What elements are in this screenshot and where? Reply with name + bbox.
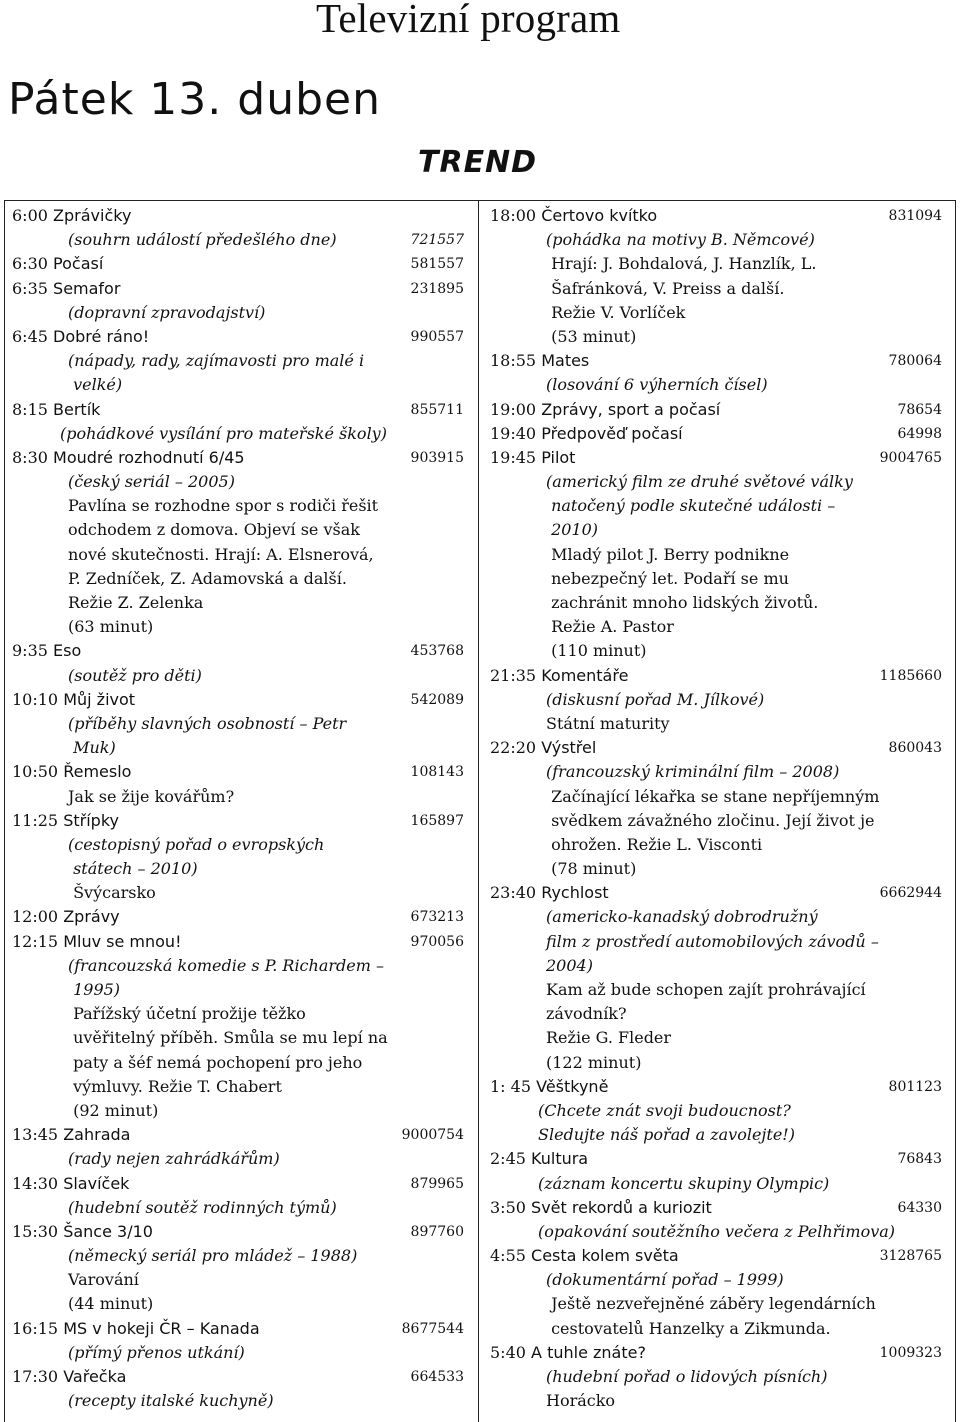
program-description	[490, 277, 942, 301]
program-entry	[12, 1365, 464, 1413]
line-text: (nápady, rady, zajímavosti pro malé i	[68, 351, 365, 371]
program-title: Mates	[541, 351, 590, 371]
program-title: Výstřel	[541, 738, 597, 758]
line-text: Hrají: J. Bohdalová, J. Hanzlík, L.	[546, 254, 817, 274]
program-code: 990557	[410, 328, 464, 345]
program-description	[490, 567, 942, 591]
program-description	[490, 712, 942, 736]
line-text: cestovatelů Hanzelky a Zikmunda.	[546, 1318, 831, 1338]
line-text: (americko-kanadský dobrodružný	[546, 907, 818, 927]
line-text: Začínající lékařka se stane nepříjemným	[546, 786, 880, 806]
line-text: (český seriál – 2005)	[68, 472, 235, 492]
line-text: (pohádkové vysílání pro mateřské školy)	[60, 423, 387, 443]
program-title: MS v hokeji ČR – Kanada	[63, 1318, 260, 1338]
program-time: 23:40	[490, 883, 537, 903]
program-entry	[12, 760, 464, 808]
program-subtitle	[490, 930, 942, 954]
line-text: Mladý pilot J. Berry podnikne	[546, 544, 790, 564]
line-text: Muk)	[68, 738, 116, 758]
program-heading	[490, 664, 942, 688]
program-title: Předpověď počasí	[541, 423, 683, 443]
program-title: Komentáře	[541, 665, 629, 685]
program-title: Řemeslo	[63, 762, 132, 782]
program-time: 8:30	[12, 447, 48, 467]
program-title: Můj život	[63, 689, 136, 709]
program-heading	[12, 277, 464, 301]
program-subtitle	[12, 833, 464, 857]
program-heading	[490, 1196, 942, 1220]
program-heading	[12, 1365, 464, 1389]
line-text: zachránit mnoho lidských životů.	[546, 593, 819, 612]
program-description	[490, 1317, 942, 1341]
line-text: odchodem z domova. Objeví se však	[68, 520, 360, 540]
program-description	[490, 857, 942, 881]
program-code: 64330	[897, 1199, 942, 1216]
line-text: Státní maturity	[546, 713, 670, 733]
line-text: (souhrn událostí předešlého dne)	[68, 230, 337, 250]
line-text: Šafránková, V. Preiss a další.	[546, 278, 785, 298]
program-description	[490, 301, 942, 325]
program-entry	[490, 736, 942, 881]
program-entry	[490, 422, 942, 446]
program-code: 855711	[410, 401, 464, 418]
line-text: (hudební soutěž rodinných týmů)	[68, 1197, 337, 1217]
program-entry	[490, 1075, 942, 1148]
program-description	[490, 809, 942, 833]
line-text: 2010)	[546, 520, 599, 540]
program-title: Střípky	[63, 810, 119, 830]
program-entry	[490, 398, 942, 422]
program-time: 10:50	[12, 762, 59, 782]
program-code: 664533	[410, 1369, 464, 1385]
program-subtitle	[12, 228, 464, 252]
program-time: 17:30	[12, 1367, 59, 1386]
program-code: 542089	[410, 691, 464, 708]
program-description	[12, 591, 464, 615]
schedule-column-left	[12, 204, 464, 1413]
program-code: 6662944	[879, 885, 942, 902]
program-time: 1: 45	[490, 1076, 532, 1096]
line-text: (110 minut)	[546, 641, 647, 661]
program-description	[490, 1389, 942, 1413]
program-description	[12, 785, 464, 809]
program-time: 6:35	[12, 278, 48, 298]
program-time: 5:40	[490, 1342, 526, 1362]
page-title: Televizní program	[316, 0, 621, 41]
line-text: (americký film ze druhé světové války	[546, 472, 853, 492]
program-subtitle	[12, 1341, 464, 1365]
program-entry	[12, 905, 464, 929]
program-title: Moudré rozhodnutí 6/45	[53, 447, 245, 467]
line-text: velké)	[68, 375, 123, 395]
line-text: státech – 2010)	[68, 859, 198, 879]
program-entry	[490, 664, 942, 737]
program-title: Čertovo kvítko	[541, 206, 658, 225]
line-text: svědkem závažného zločinu. Její život je	[546, 810, 875, 830]
program-time: 8:15	[12, 399, 48, 419]
program-heading	[490, 349, 942, 373]
line-text: (rady nejen zahrádkářům)	[68, 1149, 280, 1169]
program-heading	[490, 1075, 942, 1099]
line-text: Režie Z. Zelenka	[68, 593, 204, 612]
program-code: 453768	[410, 643, 464, 660]
program-time: 19:45	[490, 447, 537, 467]
program-entry	[490, 446, 942, 664]
program-heading	[12, 1220, 464, 1244]
program-heading	[12, 1123, 464, 1147]
program-subtitle	[12, 422, 464, 446]
line-text: 2004)	[546, 955, 593, 975]
program-heading	[12, 446, 464, 470]
line-text: Horácko	[546, 1391, 616, 1411]
program-title: Eso	[53, 641, 82, 661]
line-text: nové skutečnosti. Hrají: A. Elsnerová,	[68, 544, 374, 564]
program-code: 76843	[897, 1151, 942, 1168]
line-text: (soutěž pro děti)	[68, 665, 202, 685]
program-time: 2:45	[490, 1149, 526, 1169]
program-title: Svět rekordů a kuriozit	[531, 1197, 712, 1217]
program-subtitle	[490, 518, 942, 542]
program-heading	[12, 204, 464, 228]
program-heading	[12, 398, 464, 422]
program-description	[12, 1292, 464, 1316]
line-text: (německý seriál pro mládež – 1988)	[68, 1246, 358, 1266]
program-heading	[12, 1317, 464, 1341]
program-heading	[12, 809, 464, 833]
program-time: 3:50	[490, 1197, 526, 1217]
program-time: 13:45	[12, 1125, 59, 1145]
program-time: 12:15	[12, 931, 59, 951]
program-code: 673213	[410, 909, 464, 926]
line-text: natočený podle skutečné události –	[546, 496, 836, 516]
program-code: 801123	[888, 1078, 942, 1095]
program-heading	[12, 930, 464, 954]
line-text: P. Zedníček, Z. Adamovská a další.	[68, 568, 347, 588]
program-subtitle	[490, 1365, 942, 1389]
program-subtitle	[490, 905, 942, 929]
program-entry	[12, 809, 464, 906]
line-text: Režie A. Pastor	[546, 617, 674, 637]
line-text: ohrožen. Režie L. Visconti	[546, 834, 763, 854]
program-heading	[490, 736, 942, 760]
program-time: 16:15	[12, 1318, 59, 1338]
program-subtitle	[490, 954, 942, 978]
program-description	[12, 543, 464, 567]
program-time: 18:55	[490, 351, 537, 371]
program-heading	[12, 639, 464, 663]
program-description	[490, 1051, 942, 1075]
line-text: Švýcarsko	[68, 883, 156, 903]
program-entry	[490, 204, 942, 349]
program-description	[12, 1026, 464, 1050]
program-subtitle	[490, 688, 942, 712]
program-code: 9004765	[879, 449, 942, 466]
program-description	[12, 567, 464, 591]
program-heading	[490, 446, 942, 470]
program-subtitle	[12, 736, 464, 760]
program-time: 6:30	[12, 254, 48, 274]
line-text: (78 minut)	[546, 859, 637, 879]
program-description	[490, 785, 942, 809]
line-text: závodník?	[546, 1004, 627, 1024]
program-subtitle	[12, 1389, 464, 1413]
program-entry	[12, 277, 464, 325]
program-code: 970056	[410, 933, 464, 950]
line-text: (dokumentární pořad – 1999)	[546, 1270, 784, 1290]
line-text: Pařížský účetní prožije těžko	[68, 1004, 306, 1024]
program-description	[490, 1292, 942, 1316]
line-text: (francouzská komedie s P. Richardem –	[68, 955, 384, 975]
program-code: 231895	[410, 280, 464, 297]
program-subtitle	[490, 1099, 942, 1123]
program-time: 6:00	[12, 206, 48, 225]
program-time: 21:35	[490, 665, 537, 685]
program-time: 14:30	[12, 1173, 59, 1193]
program-entry	[490, 881, 942, 1075]
program-title: Kultura	[531, 1149, 589, 1169]
program-time: 9:35	[12, 641, 48, 661]
program-subtitle	[490, 494, 942, 518]
program-code: 8677544	[401, 1320, 464, 1337]
program-code: 897760	[410, 1223, 464, 1240]
line-text: Ještě nezveřejněné záběry legendárních	[546, 1294, 876, 1314]
program-subtitle	[12, 301, 464, 325]
program-entry	[490, 349, 942, 397]
line-text: (pohádka na motivy B. Němcové)	[546, 230, 815, 250]
program-code: 879965	[410, 1175, 464, 1192]
program-entry	[12, 930, 464, 1124]
date-title: Pátek 13. duben	[8, 74, 381, 125]
program-entry	[12, 688, 464, 761]
program-heading	[12, 252, 464, 276]
program-code: 64998	[897, 425, 942, 442]
line-text: Kam až bude schopen zajít prohrávající	[546, 980, 866, 999]
line-text: (122 minut)	[546, 1052, 642, 1072]
line-text: Režie V. Vorlíček	[546, 302, 686, 322]
column-divider	[478, 200, 479, 1422]
program-description	[12, 1075, 464, 1099]
line-text: (přímý přenos utkání)	[68, 1342, 245, 1362]
program-code: 1185660	[879, 667, 942, 684]
program-description	[490, 591, 942, 615]
line-text: Pavlína se rozhodne spor s rodiči řešit	[68, 496, 379, 516]
program-code: 1009323	[879, 1344, 942, 1361]
program-entry	[12, 1123, 464, 1171]
program-title: Věštkyně	[536, 1076, 609, 1096]
line-text: uvěřitelný příběh. Smůla se mu lepí na	[68, 1028, 388, 1048]
program-code: 165897	[410, 812, 464, 829]
program-code: 78654	[897, 401, 942, 418]
program-title: Cesta kolem světa	[531, 1246, 679, 1266]
program-subtitle	[12, 1147, 464, 1171]
program-title: Zprávičky	[53, 206, 132, 225]
program-code: 9000754	[401, 1127, 464, 1144]
program-entry	[490, 1244, 942, 1341]
program-subtitle	[490, 1220, 942, 1244]
program-title: Počasí	[53, 254, 104, 274]
program-time: 22:20	[490, 738, 537, 758]
program-title: A tuhle znáte?	[531, 1342, 646, 1362]
program-heading	[490, 881, 942, 905]
program-title: Rychlost	[541, 883, 609, 903]
program-entry	[12, 446, 464, 640]
program-heading	[490, 398, 942, 422]
program-heading	[490, 1341, 942, 1365]
program-description	[490, 325, 942, 349]
program-subtitle	[12, 664, 464, 688]
program-heading	[12, 688, 464, 712]
program-description	[490, 543, 942, 567]
program-entry	[490, 1147, 942, 1195]
line-text: Jak se žije kovářům?	[68, 786, 235, 806]
program-entry	[12, 1317, 464, 1365]
program-description	[12, 615, 464, 639]
program-subtitle	[490, 1172, 942, 1196]
program-subtitle	[490, 1123, 942, 1147]
program-title: Dobré ráno!	[53, 326, 150, 346]
program-time: 18:00	[490, 206, 537, 225]
program-description	[12, 881, 464, 905]
line-text: nebezpečný let. Podaří se mu	[546, 568, 789, 588]
program-subtitle	[490, 760, 942, 784]
program-description	[12, 1099, 464, 1123]
program-description	[12, 494, 464, 518]
program-entry	[12, 252, 464, 276]
program-entry	[12, 204, 464, 252]
program-entry	[12, 639, 464, 687]
program-heading	[490, 422, 942, 446]
program-entry	[12, 1220, 464, 1317]
program-time: 4:55	[490, 1246, 526, 1266]
line-text: (44 minut)	[68, 1294, 154, 1314]
schedule-column-right	[490, 204, 942, 1413]
line-text: Režie G. Fleder	[546, 1028, 672, 1048]
program-description	[12, 1268, 464, 1292]
program-description	[490, 639, 942, 663]
program-time: 19:00	[490, 399, 537, 419]
line-text: 1995)	[68, 980, 121, 999]
program-entry	[490, 1196, 942, 1244]
line-text: (hudební pořad o lidových písních)	[546, 1367, 828, 1386]
line-text: (cestopisný pořad o evropských	[68, 834, 325, 854]
program-heading	[490, 1147, 942, 1171]
program-code: 721557	[410, 232, 464, 249]
line-text: (recepty italské kuchyně)	[68, 1391, 274, 1411]
program-heading	[12, 325, 464, 349]
program-subtitle	[490, 228, 942, 252]
line-text: (záznam koncertu skupiny Olympic)	[538, 1173, 830, 1193]
program-entry	[12, 1172, 464, 1220]
program-description	[12, 1051, 464, 1075]
program-title: Zahrada	[63, 1125, 131, 1145]
program-title: Vařečka	[63, 1367, 127, 1386]
program-title: Slavíček	[63, 1173, 130, 1193]
program-heading	[490, 1244, 942, 1268]
program-subtitle	[12, 349, 464, 373]
program-time: 10:10	[12, 689, 59, 709]
program-description	[490, 978, 942, 1002]
program-code: 860043	[888, 740, 942, 757]
line-text: (dopravní zpravodajství)	[68, 302, 266, 322]
line-text: (63 minut)	[68, 617, 154, 637]
program-description	[490, 833, 942, 857]
program-subtitle	[12, 954, 464, 978]
channel-name: TREND	[418, 145, 538, 180]
line-text: film z prostředí automobilových závodů –	[546, 931, 879, 951]
program-description	[490, 615, 942, 639]
program-code: 903915	[410, 449, 464, 466]
program-subtitle	[12, 857, 464, 881]
program-subtitle	[12, 712, 464, 736]
line-text: (92 minut)	[68, 1100, 159, 1120]
program-subtitle	[12, 373, 464, 397]
program-code: 581557	[410, 256, 464, 273]
program-time: 15:30	[12, 1221, 59, 1241]
program-entry	[12, 398, 464, 446]
program-heading	[12, 760, 464, 784]
program-title: Bertík	[53, 399, 101, 419]
program-description	[490, 1002, 942, 1026]
program-subtitle	[490, 373, 942, 397]
program-heading	[12, 905, 464, 929]
program-subtitle	[490, 1268, 942, 1292]
program-title: Pilot	[541, 447, 576, 467]
program-title: Mluv se mnou!	[63, 931, 182, 951]
line-text: paty a šéf nemá pochopení pro jeho	[68, 1052, 363, 1072]
program-subtitle	[12, 1196, 464, 1220]
program-code: 780064	[888, 353, 942, 370]
program-code: 3128765	[879, 1248, 942, 1265]
program-description	[490, 252, 942, 276]
line-text: (losování 6 výherních čísel)	[546, 375, 768, 395]
program-entry	[490, 1341, 942, 1414]
line-text: (Chcete znát svoji budoucnost?	[538, 1100, 791, 1120]
program-heading	[12, 1172, 464, 1196]
program-time: 6:45	[12, 326, 48, 346]
line-text: Varování	[68, 1270, 139, 1290]
line-text: (53 minut)	[546, 326, 637, 346]
program-title: Zprávy	[63, 907, 120, 927]
line-text: (francouzský kriminální film – 2008)	[546, 762, 840, 782]
program-time: 12:00	[12, 907, 59, 927]
line-text: výmluvy. Režie T. Chabert	[68, 1076, 282, 1096]
program-description	[12, 518, 464, 542]
program-time: 19:40	[490, 423, 537, 443]
line-text: (opakování soutěžního večera z Pelhřimova)	[538, 1221, 896, 1241]
program-title: Zprávy, sport a počasí	[541, 399, 721, 419]
program-title: Semafor	[53, 278, 121, 298]
program-title: Šance 3/10	[63, 1221, 153, 1241]
program-subtitle	[490, 470, 942, 494]
line-text: (diskusní pořad M. Jílkové)	[546, 689, 765, 709]
program-entry	[12, 325, 464, 398]
program-subtitle	[12, 978, 464, 1002]
program-code: 831094	[888, 208, 942, 224]
program-description	[12, 1002, 464, 1026]
line-text: (příběhy slavných osobností – Petr	[68, 713, 347, 733]
program-subtitle	[12, 470, 464, 494]
program-heading	[490, 204, 942, 228]
program-code: 108143	[410, 764, 464, 781]
line-text: Sledujte náš pořad a zavolejte!)	[538, 1125, 795, 1145]
program-time: 11:25	[12, 810, 59, 830]
program-description	[490, 1026, 942, 1050]
program-subtitle	[12, 1244, 464, 1268]
